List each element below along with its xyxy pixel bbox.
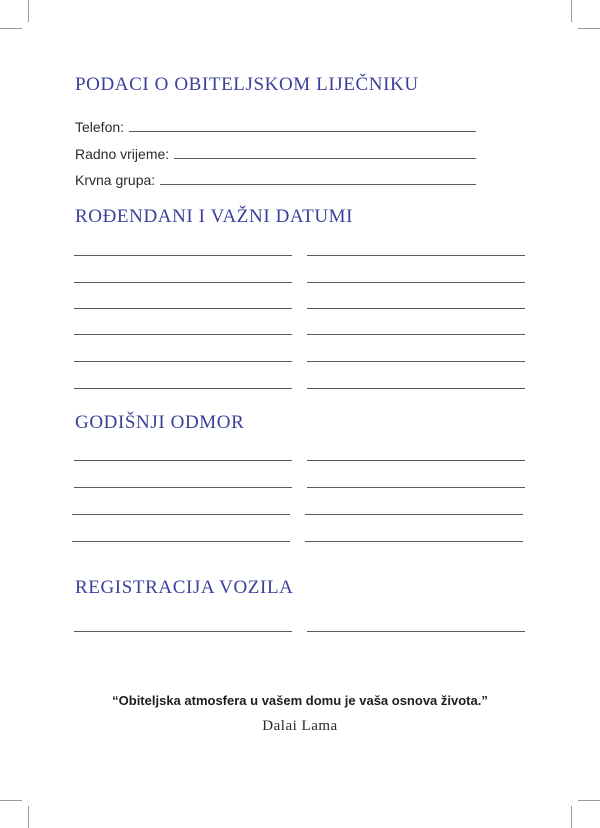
fill-line[interactable] — [74, 282, 292, 283]
fill-line[interactable] — [307, 308, 525, 309]
fill-line[interactable] — [307, 460, 525, 461]
fill-line[interactable] — [307, 361, 525, 362]
fill-line[interactable] — [74, 631, 292, 632]
fill-line[interactable] — [74, 361, 292, 362]
crop-mark — [28, 806, 29, 828]
crop-mark — [571, 0, 572, 22]
fill-line[interactable] — [307, 334, 525, 335]
crop-mark — [578, 800, 600, 801]
blood-type-field[interactable] — [75, 169, 476, 187]
field-label-working-hours: Radno vrijeme: — [75, 146, 170, 162]
crop-mark — [578, 28, 600, 29]
fill-line[interactable] — [74, 255, 292, 256]
crop-mark — [0, 28, 22, 29]
fill-line[interactable] — [305, 514, 523, 515]
crop-mark — [0, 800, 22, 801]
fill-line[interactable] — [307, 255, 525, 256]
quote-author: Dalai Lama — [262, 718, 338, 734]
fill-line[interactable] — [307, 631, 525, 632]
fill-line[interactable] — [72, 541, 290, 542]
section-heading-birthdays: ROĐENDANI I VAŽNI DATUMI — [75, 206, 354, 227]
fill-line[interactable] — [160, 184, 476, 185]
section-heading-vehicle: REGISTRACIJA VOZILA — [75, 577, 294, 598]
working-hours-field[interactable] — [75, 143, 476, 161]
fill-line[interactable] — [74, 308, 292, 309]
fill-line[interactable] — [74, 388, 292, 389]
section-heading-doctor: PODACI O OBITELJSKOM LIJEČNIKU — [75, 74, 419, 95]
fill-line[interactable] — [305, 541, 523, 542]
quote-text: “Obiteljska atmosfera u vašem domu je vaša osnova života.” — [112, 693, 488, 708]
fill-line[interactable] — [74, 334, 292, 335]
crop-mark — [28, 0, 29, 22]
field-label-phone: Telefon: — [75, 119, 125, 135]
phone-field[interactable] — [75, 116, 476, 134]
section-heading-vacation: GODIŠNJI ODMOR — [75, 412, 245, 433]
fill-line[interactable] — [307, 487, 525, 488]
fill-line[interactable] — [74, 487, 292, 488]
field-label-blood-type: Krvna grupa: — [75, 172, 156, 188]
fill-line[interactable] — [174, 158, 476, 159]
fill-line[interactable] — [129, 131, 476, 132]
fill-line[interactable] — [307, 282, 525, 283]
crop-mark — [571, 806, 572, 828]
fill-line[interactable] — [72, 514, 290, 515]
fill-line[interactable] — [307, 388, 525, 389]
fill-line[interactable] — [74, 460, 292, 461]
